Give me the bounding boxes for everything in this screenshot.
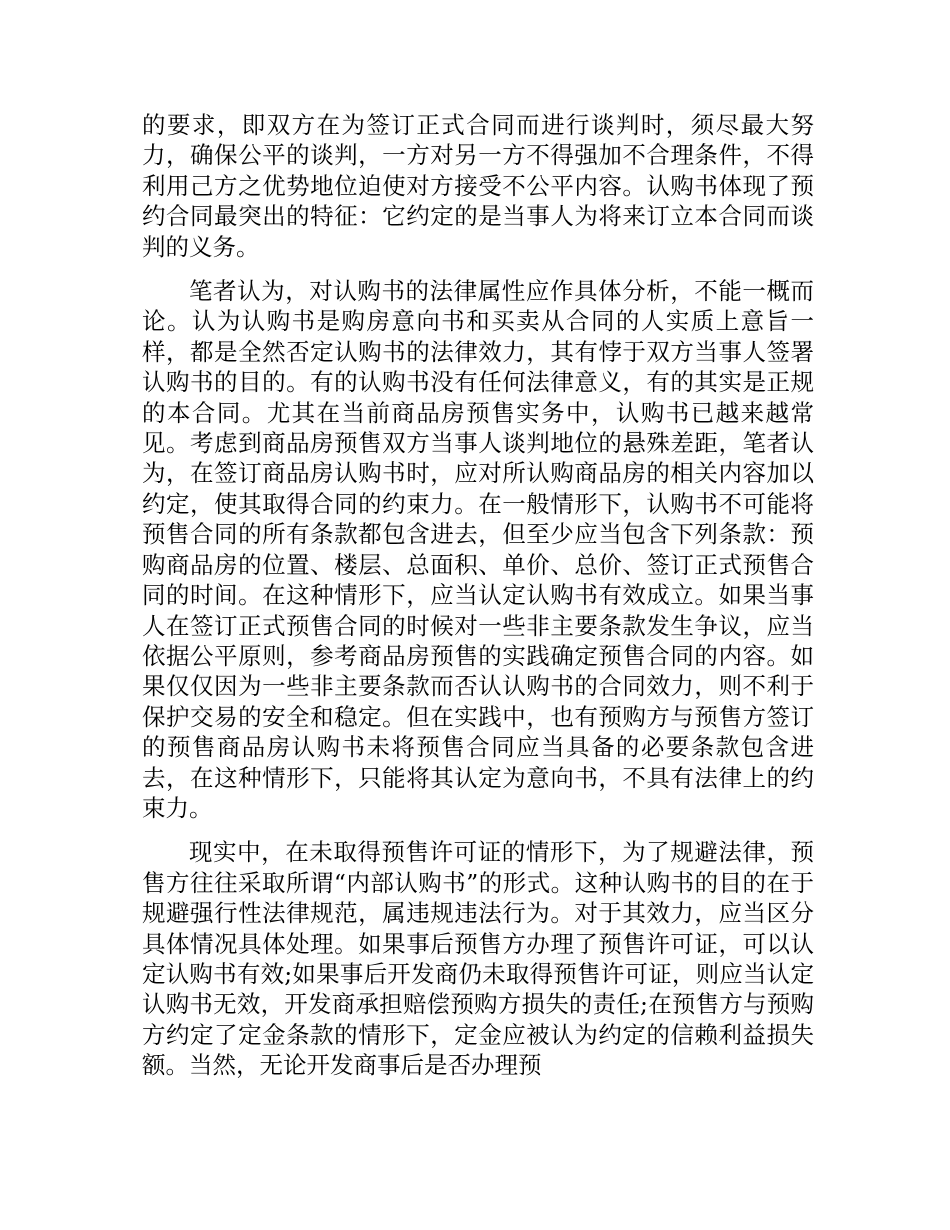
document-page: [142, 110, 814, 1095]
paragraph-subscription-analysis: 笔者认为，对认购书的法律属性应作具体分析，不能一概而论。认为认购书是购房意向书和买卖从合同的人实质上意旨一样，都是全然否定认购书的法律效力，其有悖于双方当事人签署认购书的目的。有的认购书没有任何法律意义，有的其实是正规的本合同。尤其在当前商品房预售实务中，认购书已越来越常见。考虑到商品房预售双方当事人谈判地位的悬殊差距，笔者认为，在签订商品房认购书时，应对所认购商品房的相关内容加以约定，使其取得合同的约束力。在一般情形下，认购书不可能将预售合同的所有条款都包含进去，但至少应当包含下列条款：预购商品房的位置、楼层、总面积、单价、总价、签订正式预售合同的时间。在这种情形下，应当认定认购书有效成立。如果当事人在签订正式预售合同的时候对一些非主要条款发生争议，应当依据公平原则，参考商品房预售的实践确定预售合同的内容。如果仅仅因为一些非主要条款而否认认购书的合同效力，则不利于保护交易的安全和稳定。但在实践中，也有预购方与预售方签订的预售商品房认购书未将预售合同应当具备的必要条款包含进去，在这种情形下，只能将其认定为意向书，不具有法律上的约束力。: [142, 277, 814, 822]
paragraph-continuation: 的要求，即双方在为签订正式合同而进行谈判时，须尽最大努力，确保公平的谈判，一方对另一方不得强加不合理条件，不得利用己方之优势地位迫使对方接受不公平内容。认购书体现了预约合同最突出的特征：它约定的是当事人为将来订立本合同而谈判的义务。: [142, 111, 814, 261]
paragraph-internal-subscription: 现实中，在未取得预售许可证的情形下，为了规避法律，预售方往往采取所谓“内部认购书”的形式。这种认购书的目的在于规避强行性法律规范，属违规违法行为。对于其效力，应当区分具体情况具体处理。如果事后预售方办理了预售许可证，可以认定认购书有效;如果事后开发商仍未取得预售许可证，则应当认定认购书无效，开发商承担赔偿预购方损失的责任;在预售方与预购方约定了定金条款的情形下，定金应被认为约定的信赖利益损失额。当然，无论开发商事后是否办理预: [142, 838, 814, 1080]
